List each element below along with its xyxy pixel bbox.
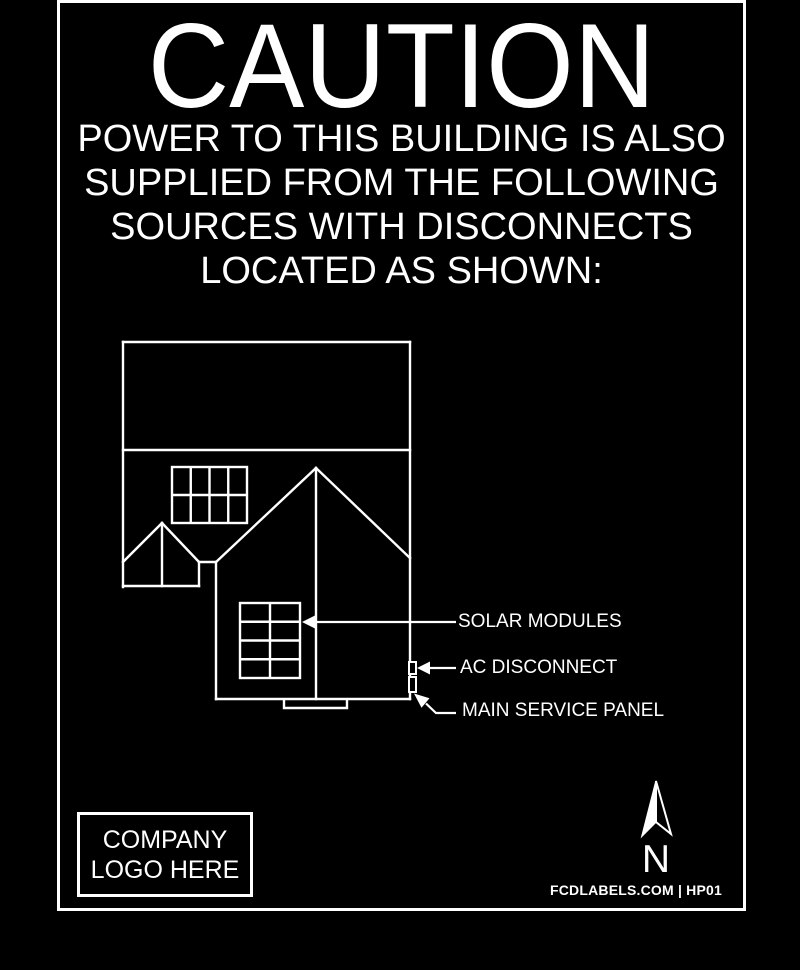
ac-disconnect-box	[409, 662, 416, 674]
north-arrow-icon	[642, 781, 671, 836]
north-letter: N	[641, 838, 671, 881]
solar-modules-label: SOLAR MODULES	[458, 611, 622, 632]
subtitle-line-3: SOURCES WITH DISCONNECTS	[110, 206, 693, 248]
front-gable	[216, 468, 410, 699]
logo-line-2: LOGO HERE	[90, 855, 240, 884]
main-service-panel-label: MAIN SERVICE PANEL	[462, 700, 665, 721]
house-outline	[123, 342, 410, 699]
footer-watermark: FCDLABELS.COM | HP01	[549, 882, 722, 898]
company-logo-placeholder	[77, 812, 253, 897]
main-panel-box	[409, 677, 416, 692]
logo-line-1: COMPANY	[102, 825, 228, 854]
subtitle-line-2: SUPPLIED FROM THE FOLLOWING	[84, 162, 719, 204]
subtitle-line-4: LOCATED AS SHOWN:	[200, 250, 603, 292]
subtitle-line-1: POWER TO THIS BUILDING IS ALSO	[77, 118, 726, 160]
ac-disconnect-arrow	[417, 662, 456, 675]
door-step	[284, 699, 347, 708]
main-panel-arrow	[414, 694, 456, 714]
front-window	[240, 603, 300, 678]
caution-title: CAUTION	[147, 0, 656, 133]
attic-window	[172, 467, 247, 523]
porch-gable	[123, 523, 216, 586]
ac-disconnect-label: AC DISCONNECT	[460, 657, 618, 678]
solar-modules-arrow	[302, 616, 456, 629]
